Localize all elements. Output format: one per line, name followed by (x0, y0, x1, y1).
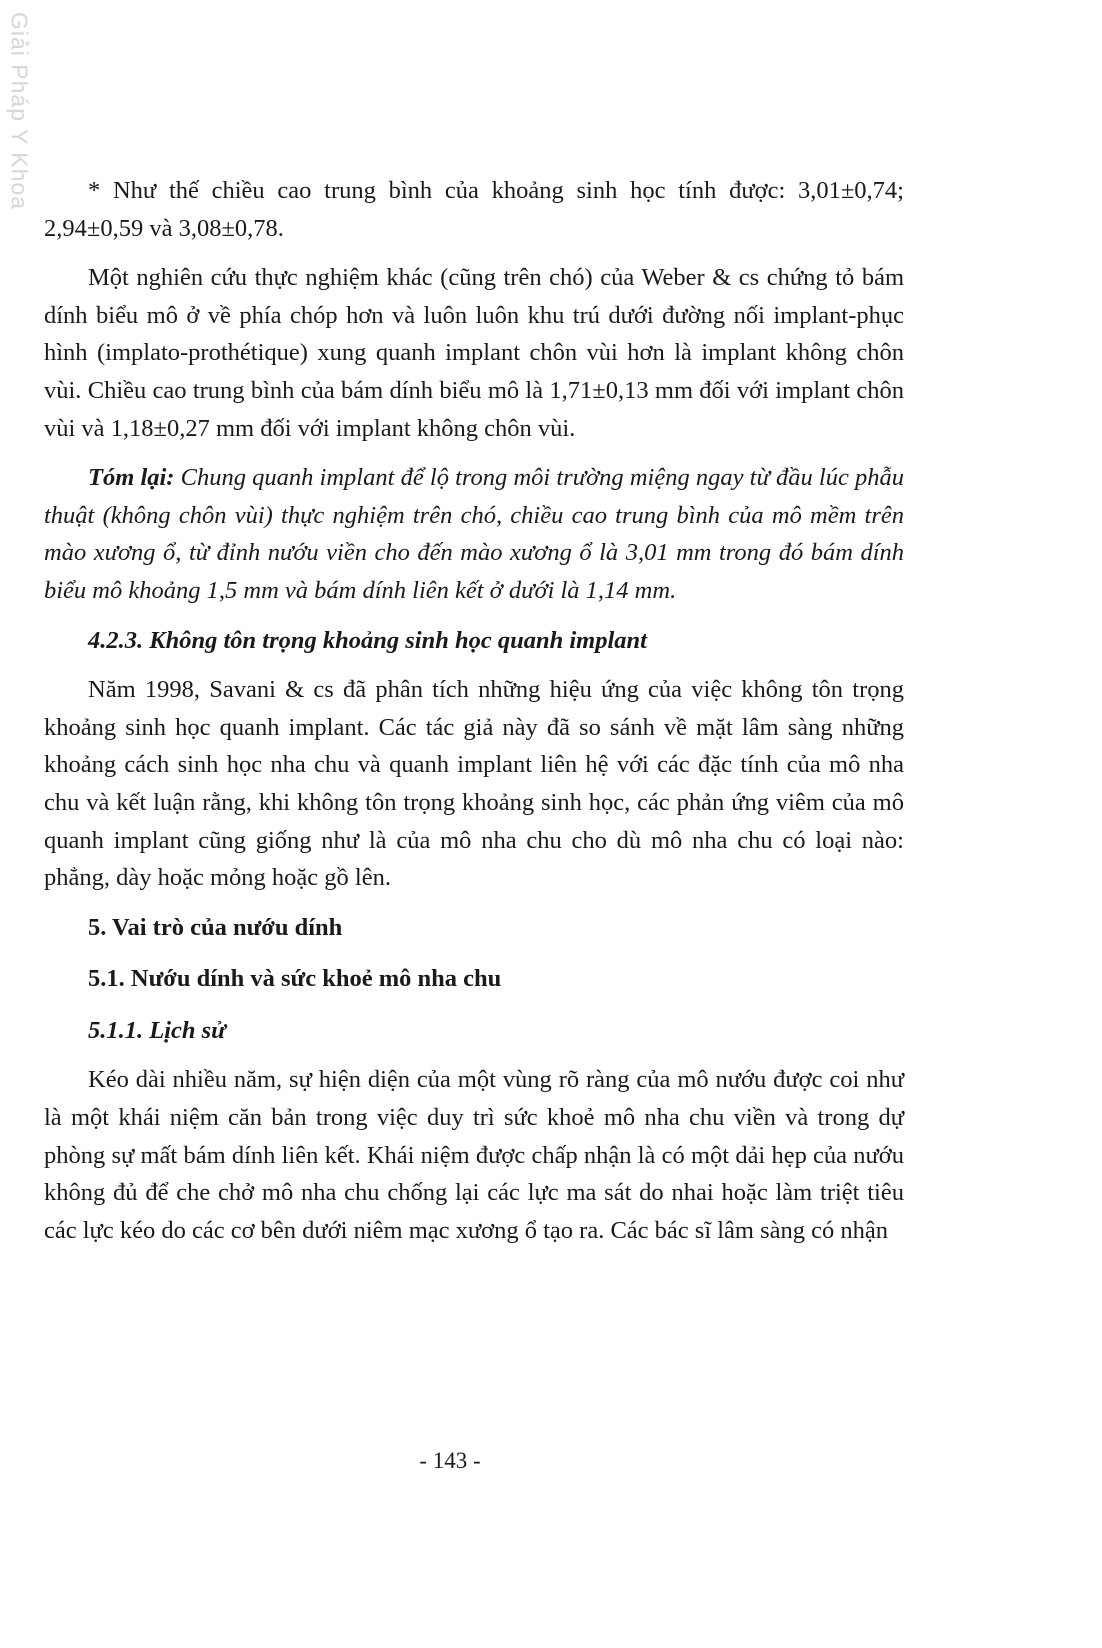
heading-5-1-1: 5.1.1. Lịch sử (88, 1016, 226, 1044)
paragraph-history: Kéo dài nhiều năm, sự hiện diện của một vùng rõ ràng của mô nướu được coi như là một khái niệm căn bản trong việc duy trì sức khoẻ mô nha chu viền và trong dự phòng sự mất bám dính liên kết. Khái niệm được chấp nhận là có một dải hẹp của nướu không đủ để che chở mô nha chu chống lại các lực ma sát do nhai hoặc làm triệt tiêu các lực kéo do các cơ bên dưới niêm mạc xương ổ tạo ra. Các bác sĩ lâm sàng có nhận (44, 1066, 904, 1244)
heading-5: 5. Vai trò của nướu dính (88, 913, 343, 941)
paragraph-savani-study: Năm 1998, Savani & cs đã phân tích những hiệu ứng của việc không tôn trọng khoảng sinh học quanh implant. Các tác giả này đã so sánh về mặt lâm sàng những khoảng cách sinh học nha chu và quanh implant liên hệ với các đặc tính của mô nha chu và kết luận rằng, khi không tôn trọng khoảng sinh học, các phản ứng viêm của mô quanh implant cũng giống như là của mô nha chu cho dù mô nha chu có loại nào: phẳng, dày hoặc mỏng hoặc gồ lên. (44, 676, 904, 892)
watermark-logo (4, 12, 34, 222)
watermark-text: Giải Pháp Y Khoa (6, 12, 33, 211)
page-number: - 143 - (419, 1448, 481, 1473)
heading-5-1: 5.1. Nướu dính và sức khoẻ mô nha chu (88, 965, 502, 993)
paragraph-weber-study: Một nghiên cứu thực nghiệm khác (cũng trên chó) của Weber & cs chứng tỏ bám dính biểu mô ở về phía chóp hơn và luôn luôn khu trú dưới đường nối implant-phục hình (implato-prothétique) xung quanh implant chôn vùi hơn là implant không chôn vùi. Chiều cao trung bình của bám dính biểu mô là 1,71±0,13 mm đối với implant chôn vùi và 1,18±0,27 mm đối với implant không chôn vùi. (44, 264, 904, 442)
conclusion-label: Tóm lại: (88, 464, 175, 492)
page-content (44, 172, 904, 1261)
paragraph-biologic-width-summary: * Như thế chiều cao trung bình của khoảng sinh học tính được: 3,01±0,74; 2,94±0,59 và 3,08±0,78. (44, 177, 904, 242)
conclusion-text: Chung quanh implant để lộ trong môi trường miệng ngay từ đầu lúc phẫu thuật (không chôn vùi) thực nghiệm trên chó, chiều cao trung bình của mô mềm trên mào xương ổ, từ đỉnh nướu viền cho đến mào xương ổ là 3,01 mm trong đó bám dính biểu mô khoảng 1,5 mm và bám dính liên kết ở dưới là 1,14 mm. (44, 464, 904, 604)
paragraph-conclusion (44, 459, 904, 609)
heading-4-2-3: 4.2.3. Không tôn trọng khoảng sinh học quanh implant (88, 626, 647, 654)
